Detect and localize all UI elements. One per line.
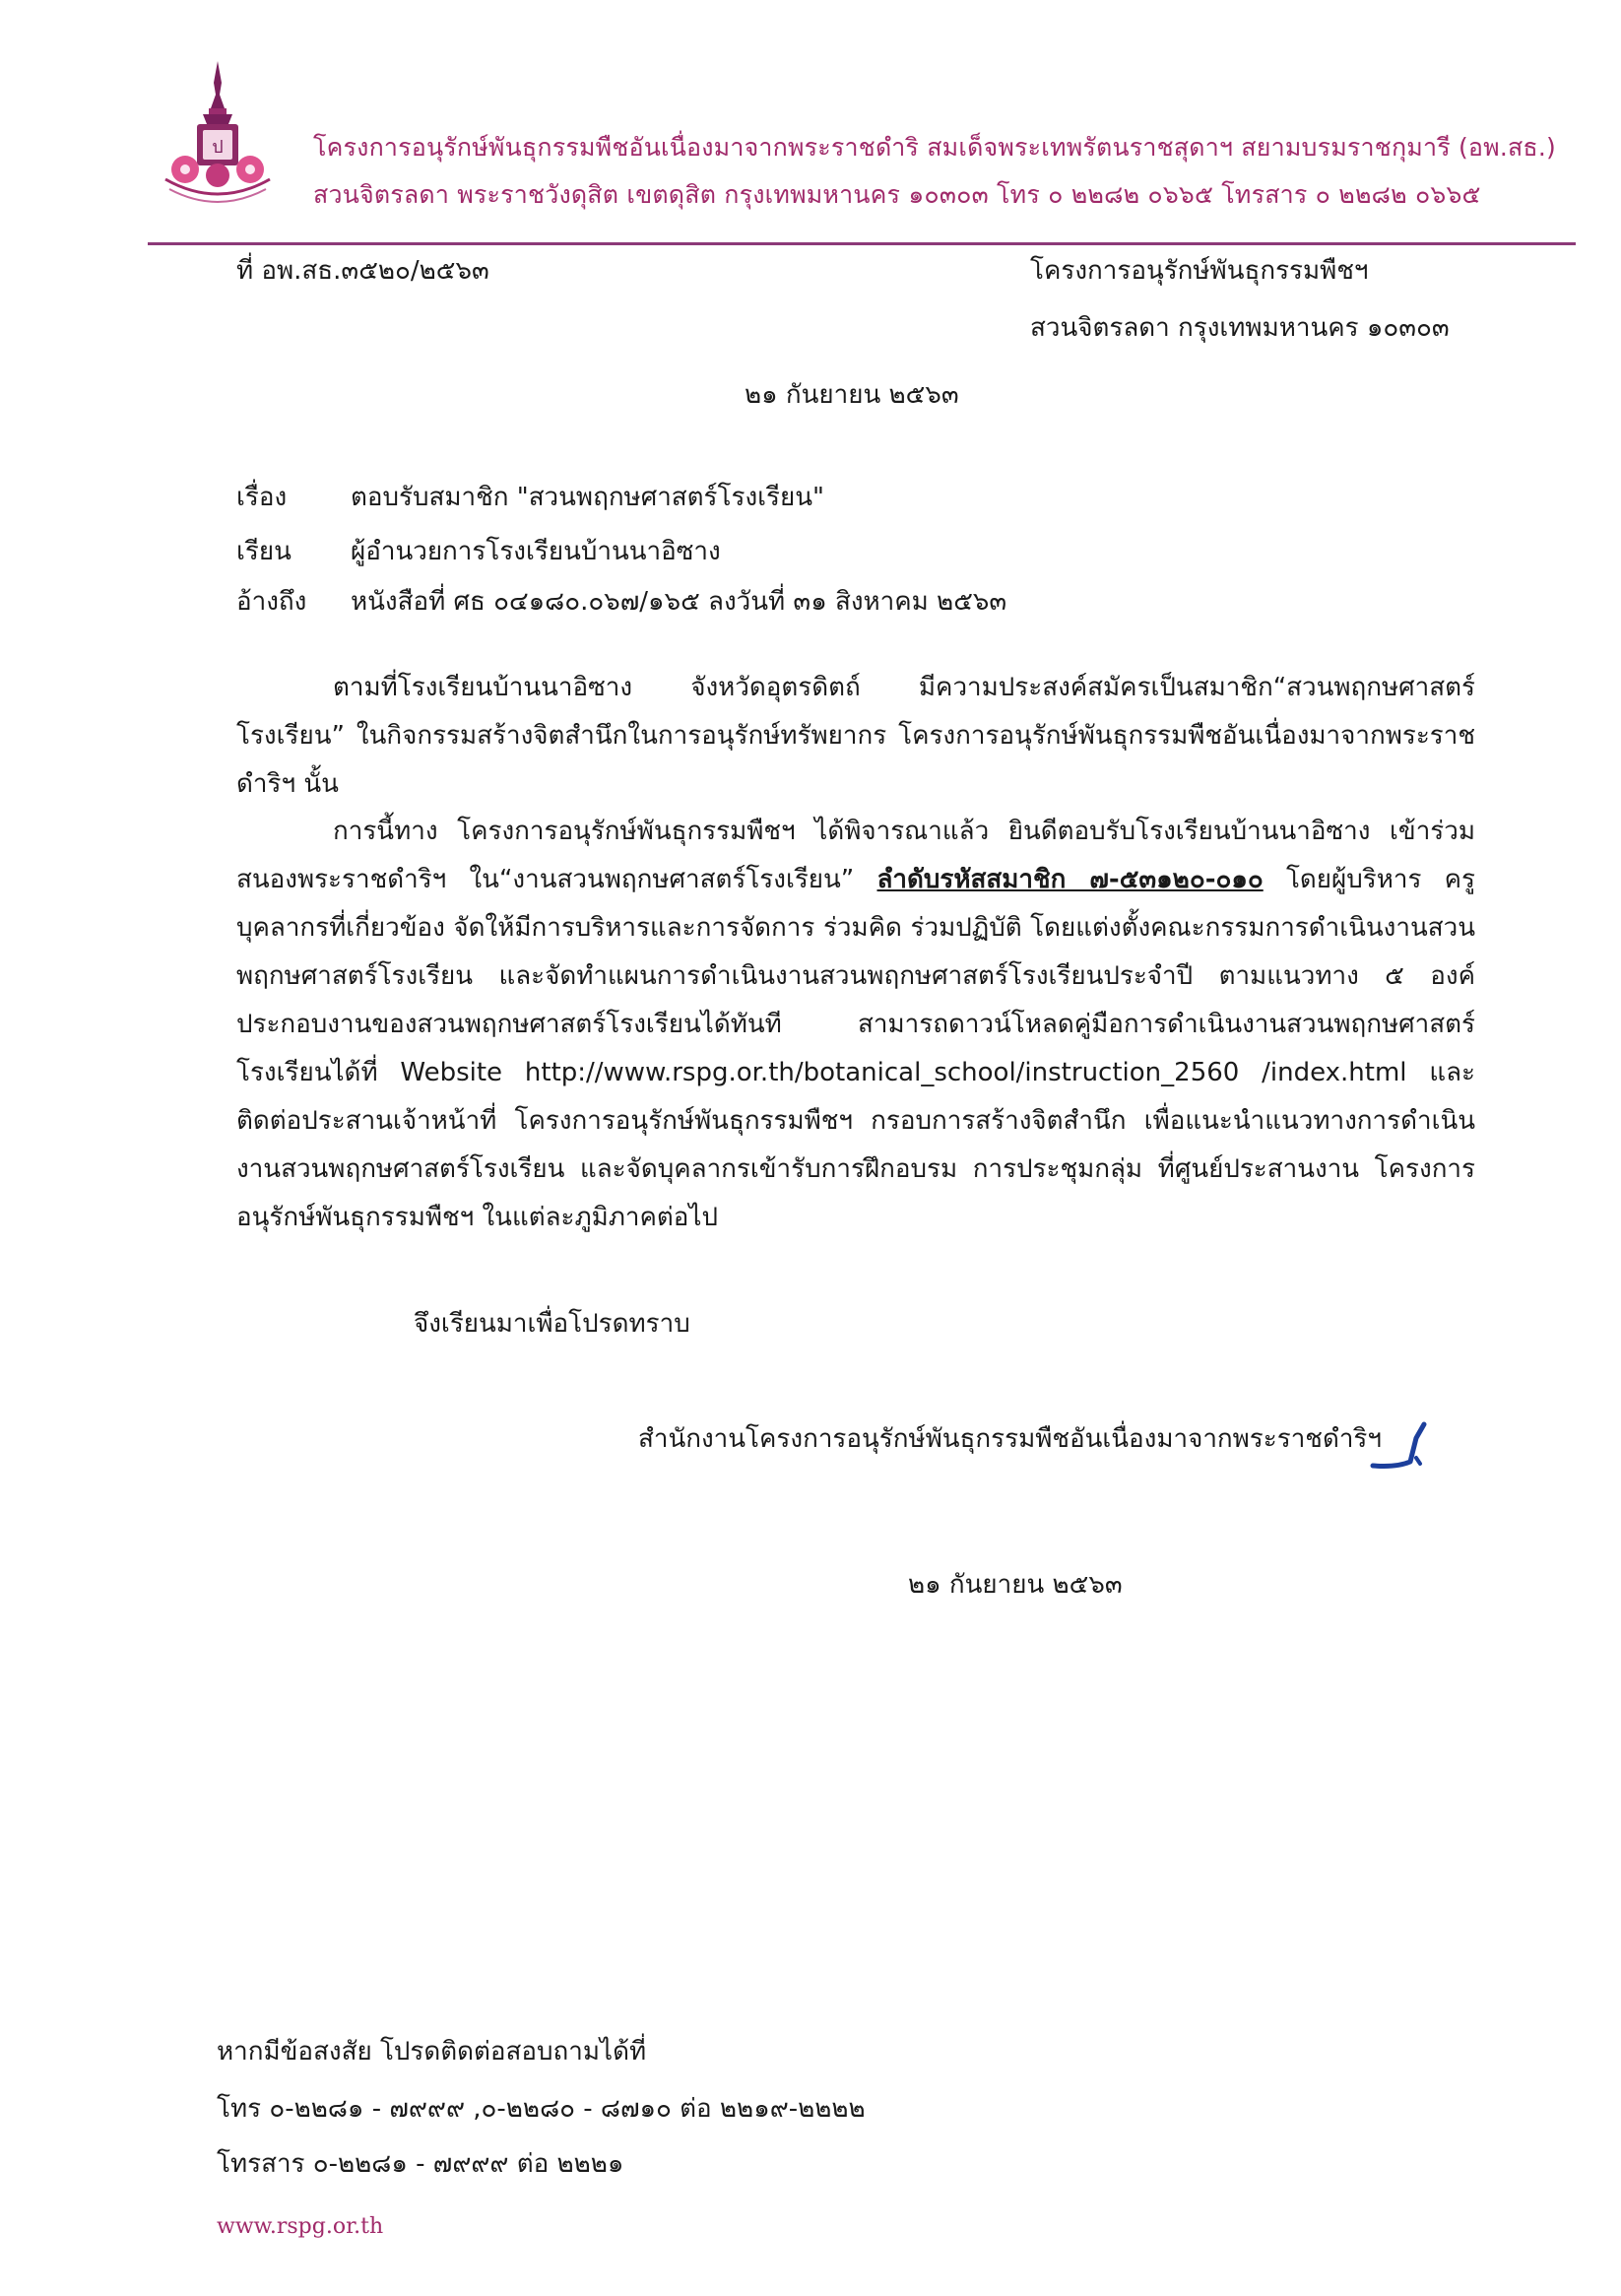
emblem-icon [160, 61, 276, 207]
subject-value: ตอบรับสมาชิก "สวนพฤกษศาสตร์โรงเรียน" [351, 483, 824, 512]
body-paragraph-2 [236, 808, 1475, 1242]
sender-address: สวนจิตรลดา กรุงเทพมหานคร ๑๐๓๐๓ [1030, 313, 1450, 343]
contact-phone: โทร ๐-๒๒๘๑ - ๗๙๙๙ ,๐-๒๒๘๐ - ๘๗๑๐ ต่อ ๒๒๑๙-๒๒๒๒ [217, 2094, 866, 2124]
header-divider [148, 242, 1576, 245]
body-paragraph-2-intro: การนี้ทาง โครงการอนุรักษ์พันธุกรรมพืชฯ ได้พิจารณาแล้ว ยินดีตอบรับโรงเรียนบ้านนาอิซาง เข้าร่วมสนองพระราชดำริฯ ใน“งานสวนพฤกษศาสตร์โรงเรียน” [236, 817, 1475, 894]
signing-office: สำนักงานโครงการอนุรักษ์พันธุกรรมพืชอันเนื่องมาจากพระราชดำริฯ [638, 1424, 1382, 1454]
contact-heading: หากมีข้อสงสัย โปรดติดต่อสอบถามได้ที่ [217, 2037, 647, 2066]
footer-website-link[interactable]: www.rspg.or.th [217, 2214, 384, 2239]
letterhead-line1: โครงการอนุรักษ์พันธุกรรมพืชอันเนื่องมาจากพระราชดำริ สมเด็จพระเทพรัตนราชสุดาฯ สยามบรมราชกุมารี (อพ.สธ.) [313, 133, 1556, 162]
svg-text:ป: ป [212, 137, 224, 158]
reference-value: หนังสือที่ ศธ ๐๔๑๘๐.๐๖๗/๑๖๕ ลงวันที่ ๓๑ สิงหาคม ๒๕๖๓ [351, 587, 1007, 617]
body-paragraph-1: ตามที่โรงเรียนบ้านนาอิซาง จังหวัดอุตรดิตถ์ มีความประสงค์สมัครเป็นสมาชิก“สวนพฤกษศาสตร์โรงเรียน” ในกิจกรรมสร้างจิตสำนึกในการอนุรักษ์ทรัพยากร โครงการอนุรักษ์พันธุกรรมพืชอันเนื่องมาจากพระราชดำริฯ นั้น [236, 673, 1475, 799]
recipient-value: ผู้อำนวยการโรงเรียนบ้านนาอิซาง [351, 537, 721, 566]
manual-url-link[interactable]: http://www.rspg.or.th/botanical_school/instruction_2560 /index.html [524, 1058, 1407, 1087]
member-code: ลำดับรหัสสมาชิก ๗-๕๓๑๒๐-๐๑๐ [876, 865, 1264, 894]
letterhead-line2: สวนจิตรลดา พระราชวังดุสิต เขตดุสิต กรุงเทพมหานคร ๑๐๓๐๓ โทร ๐ ๒๒๘๒ ๐๖๖๕ โทรสาร ๐ ๒๒๘๒ ๐๖๖๕ [313, 180, 1481, 209]
sender-name: โครงการอนุรักษ์พันธุกรรมพืชฯ [1030, 256, 1369, 286]
signature-mark [1367, 1418, 1438, 1476]
reference-label: อ้างถึง [236, 587, 307, 617]
body-paragraph-2-end: และติดต่อประสานเจ้าหน้าที่ โครงการอนุรักษ์พันธุกรรมพืชฯ กรอบการสร้างจิตสำนึก เพื่อแนะนำแนวทางการดำเนินงานสวนพฤกษศาสตร์โรงเรียน และจัดบุคลากรเข้ารับการฝึกอบรม การประชุมกลุ่ม ที่ศูนย์ประสานงาน โครงการอนุรักษ์พันธุกรรมพืชฯ ในแต่ละภูมิภาคต่อไป [236, 1058, 1476, 1232]
doc-number: ที่ อพ.สธ.๓๕๒๐/๒๕๖๓ [236, 256, 489, 286]
letter-date: ๒๑ กันยายน ๒๕๖๓ [745, 380, 959, 410]
signature-date: ๒๑ กันยายน ๒๕๖๓ [908, 1570, 1123, 1600]
contact-fax: โทรสาร ๐-๒๒๘๑ - ๗๙๙๙ ต่อ ๒๒๒๑ [217, 2149, 624, 2179]
closing-text: จึงเรียนมาเพื่อโปรดทราบ [414, 1309, 690, 1339]
subject-label: เรื่อง [236, 483, 288, 512]
recipient-label: เรียน [236, 537, 292, 566]
body-paragraph-2-main: โดยผู้บริหาร ครู บุคลากรที่เกี่ยวข้อง จัดให้มีการบริหารและการจัดการ ร่วมคิด ร่วมปฏิบัติ โดยแต่งตั้งคณะกรรมการดำเนินงานสวนพฤกษศาสตร์โรงเรียน และจัดทำแผนการดำเนินงานสวนพฤกษศาสตร์โรงเรียนประจำปี ตามแนวทาง ๕ องค์ประกอบงานของสวนพฤกษศาสตร์โรงเรียนได้ทันที สามารถดาวน์โหลดคู่มือการดำเนินงานสวนพฤกษศาสตร์โรงเรียนได้ที่ Website [236, 865, 1476, 1087]
